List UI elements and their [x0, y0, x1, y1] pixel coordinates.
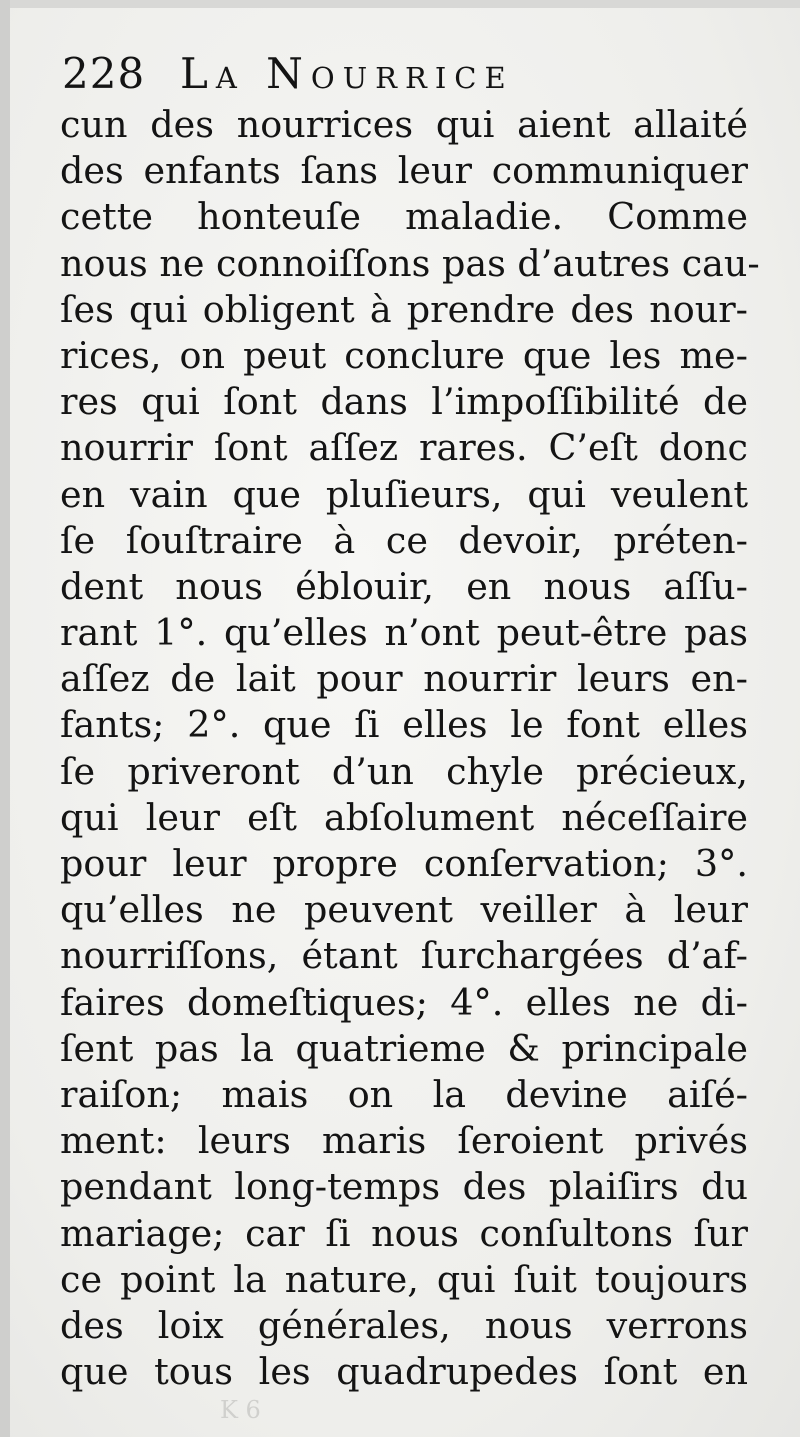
- body-text: [60, 102, 760, 1395]
- text-line: en vain que pluſieurs, qui veulent: [60, 472, 748, 516]
- page-header: [62, 46, 682, 102]
- text-line: faires domeſtiques; 4°. elles ne di-: [60, 980, 748, 1024]
- text-line: raiſon; mais on la devine aiſé-: [60, 1072, 748, 1116]
- text-line: ment: leurs maris ſeroient privés: [60, 1119, 748, 1163]
- text-line: res qui ſont dans l’impoſſibilité de: [60, 380, 748, 424]
- text-line: mariage; car ſi nous conſultons ſur: [60, 1211, 748, 1255]
- running-title: La Nourrice: [180, 49, 514, 98]
- text-line: rices, on peut conclure que les me-: [60, 333, 748, 377]
- text-line: dent nous éblouir, en nous aſſu-: [60, 564, 748, 608]
- text-line: pendant long-temps des plaiſirs du: [60, 1165, 748, 1209]
- text-line: des loix générales, nous verrons: [60, 1303, 748, 1347]
- text-line: qui leur eſt abſolument néceſſaire: [60, 795, 748, 839]
- text-line: ce point la nature, qui ſuit toujours: [60, 1257, 748, 1301]
- text-line: aſſez de lait pour nourrir leurs en-: [60, 657, 748, 701]
- text-line: cette honteuſe maladie. Comme: [60, 195, 748, 239]
- text-line: pour leur propre conſervation; 3°.: [60, 842, 748, 885]
- text-line: rant 1°. qu’elles n’ont peut-être pas: [60, 611, 748, 655]
- text-line: qu’elles ne peuvent veiller à leur: [60, 888, 748, 932]
- text-line: ſe priveront d’un chyle précieux,: [60, 749, 748, 793]
- text-line: des enfants ſans leur communiquer: [60, 149, 748, 193]
- text-line: ſes qui obligent à prendre des nour-: [60, 287, 748, 331]
- text-line: ſent pas la quatrieme & principale: [60, 1026, 748, 1070]
- text-line: nous ne connoiſſons pas d’autres cau-: [60, 241, 760, 285]
- page-number: 228: [62, 49, 146, 98]
- text-line: nourriſſons, étant ſurchargées d’af-: [60, 934, 748, 978]
- text-line: que tous les quadrupedes ſont en: [60, 1350, 748, 1394]
- text-line: nourrir ſont aſſez rares. C’eſt donc: [60, 426, 748, 470]
- text-line: ſe ſouſtraire à ce devoir, préten-: [60, 518, 748, 562]
- text-line: fants; 2°. que ſi elles le font elles: [60, 703, 748, 747]
- text-line: cun des nourrices qui aient allaité: [60, 103, 748, 146]
- signature-mark: K 6: [220, 1396, 261, 1424]
